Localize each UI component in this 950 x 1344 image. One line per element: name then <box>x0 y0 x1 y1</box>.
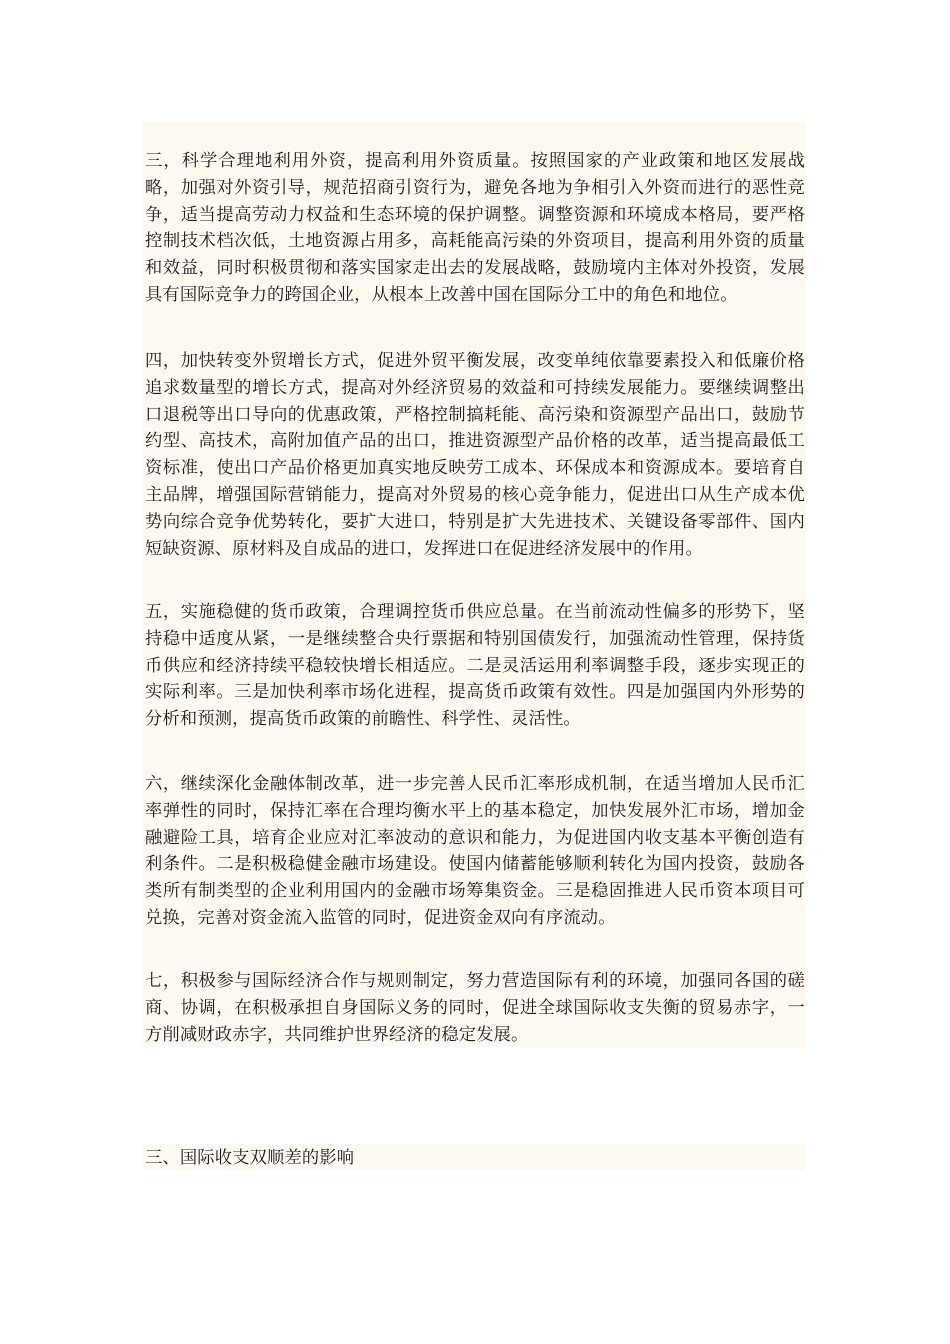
body-text-block <box>143 122 805 1047</box>
paragraph-4-foreign-trade: 四，加快转变外贸增长方式，促进外贸平衡发展，改变单纯依靠要素投入和低廉价格追求数量型的增长方式，提高对外经济贸易的效益和可持续发展能力。要继续调整出口退税等出口导向的优惠政策，严格控制搞耗能、高污染和资源型产品出口，鼓励节约型、高技术，高附加值产品的出口，推进资源型产品价格的改革，适当提高最低工资标准，使出口产品价格更加真实地反映劳工成本、环保成本和资源成本。要培育自主品牌，增强国际营销能力，提高对外贸易的核心竞争能力，促进出口从生产成本优势向综合竞争优势转化，要扩大进口，特别是扩大先进技术、关键设备零部件、国内短缺资源、原材料及自成品的进口，发挥进口在促进经济发展中的作用。 <box>145 351 805 559</box>
section-heading-block <box>143 1144 805 1170</box>
paragraph-5-monetary-policy: 五，实施稳健的货币政策，合理调控货币供应总量。在当前流动性偏多的形势下，坚持稳中适度从紧，一是继续整合央行票据和特别国债发行，加强流动性管理，保持货币供应和经济持续平稳较快增长相适应。二是灵活运用利率调整手段，逐步实现正的实际利率。三是加快利率市场化进程，提高货币政策有效性。四是加强国内外形势的分析和预测，提高货币政策的前瞻性、科学性、灵活性。 <box>145 602 805 730</box>
paragraph-6-financial-reform: 六，继续深化金融体制改革，进一步完善人民币汇率形成机制，在适当增加人民币汇率弹性的同时，保持汇率在合理均衡水平上的基本稳定，加快发展外汇市场，增加金融避险工具，培育企业应对汇率波动的意识和能力，为促进国内收支基本平衡创造有利条件。二是积极稳健金融市场建设。使国内储蓄能够顺利转化为国内投资，鼓励各类所有制类型的企业利用国内的金融市场筹集资金。三是稳固推进人民币资本项目可兑换，完善对资金流入监管的同时，促进资金双向有序流动。 <box>145 774 805 928</box>
paragraph-3-foreign-investment: 三，科学合理地利用外资，提高利用外资质量。按照国家的产业政策和地区发展战略，加强对外资引导，规范招商引资行为，避免各地为争相引入外资而进行的恶性竞争，适当提高劳动力权益和生态环境的保护调整。调整资源和环境成本格局，要严格控制技术档次低，土地资源占用多，高耗能高污染的外资项目，提高利用外资的质量和效益，同时积极贯彻和落实国家走出去的发展战略，鼓励境内主体对外投资，发展具有国际竞争力的跨国企业，从根本上改善中国在国际分工中的角色和地位。 <box>145 151 805 305</box>
paragraph-7-international-cooperation: 七，积极参与国际经济合作与规则制定，努力营造国际有利的环境，加强同各国的磋商、协调，在积极承担自身国际义务的同时，促进全球国际收支失衡的贸易赤字，一方削减财政赤字，共同维护世界经济的稳定发展。 <box>145 971 805 1045</box>
section-heading: 三、国际收支双顺差的影响 <box>145 1148 355 1168</box>
